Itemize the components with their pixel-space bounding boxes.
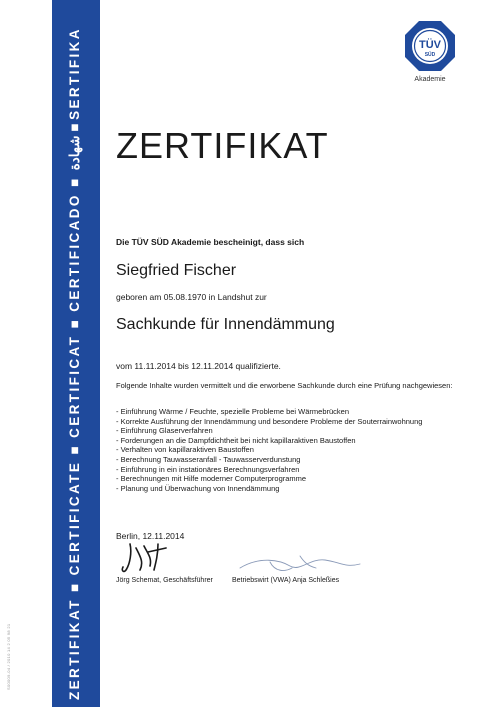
list-item: - Planung und Überwachung von Innendämmung <box>116 483 280 493</box>
signer-1: Jörg Schemat, Geschäftsführer <box>116 577 213 584</box>
list-item: - Einführung in ein instationäres Berechnungsverfahren <box>116 464 300 474</box>
content-paragraph: Folgende Inhalte wurden vermittelt und die erworbene Sachkunde durch eine Prüfung nachgewiesen: <box>116 381 453 390</box>
list-item: - Berechnung Tauwasseranfall - Tauwasserverdunstung <box>116 454 301 464</box>
qualification-subject: Sachkunde für Innendämmung <box>116 316 335 333</box>
list-item: - Berechnungen mit Hilfe moderner Computerprogramme <box>116 474 307 484</box>
list-item: - Forderungen an die Dampfdichtheit bei nicht kapillaraktiven Baustoffen <box>116 435 356 445</box>
recipient-name: Siegfried Fischer <box>116 262 237 279</box>
list-item: - Einführung Wärme / Feuchte, spezielle Probleme bei Wärmebrücken <box>116 407 350 416</box>
birth-line: geboren am 05.08.1970 in Landshut zur <box>116 292 267 302</box>
side-band-text: ZERTIFIKAT ■ CERTIFICATE ■ CERTIFICAT ■ CERTIFICADO ■ شهادة ■ SERTIFIKA <box>67 27 82 700</box>
period-line: vom 11.11.2014 bis 12.11.2014 qualifizierte. <box>116 361 281 371</box>
list-item: - Einführung Glaserverfahren <box>116 426 213 436</box>
logo-brand: TÜV <box>419 39 441 51</box>
signature-2 <box>230 548 370 578</box>
list-item: - Korrekte Ausführung der Innendämmung und besondere Probleme der Souterrainwohnung <box>116 416 423 426</box>
list-item: - Verhalten von kapillaraktiven Baustoffen <box>116 445 254 455</box>
content-list <box>116 407 422 493</box>
signature-1 <box>118 540 208 576</box>
certificate-title: ZERTIFIKAT <box>116 125 329 166</box>
signer-2: Betriebswirt (VWA) Anja Schleßies <box>232 577 340 584</box>
logo-sub: SÜD <box>424 52 436 58</box>
tuv-logo-icon <box>404 20 456 72</box>
intro-line: Die TÜV SÜD Akademie bescheinigt, dass sich <box>116 237 305 247</box>
place-date: Berlin, 12.11.2014 <box>116 531 185 541</box>
logo-caption: Akademie <box>414 76 446 83</box>
side-code: S00009-04 / 2010 14 2 05 98 21 <box>6 623 11 690</box>
